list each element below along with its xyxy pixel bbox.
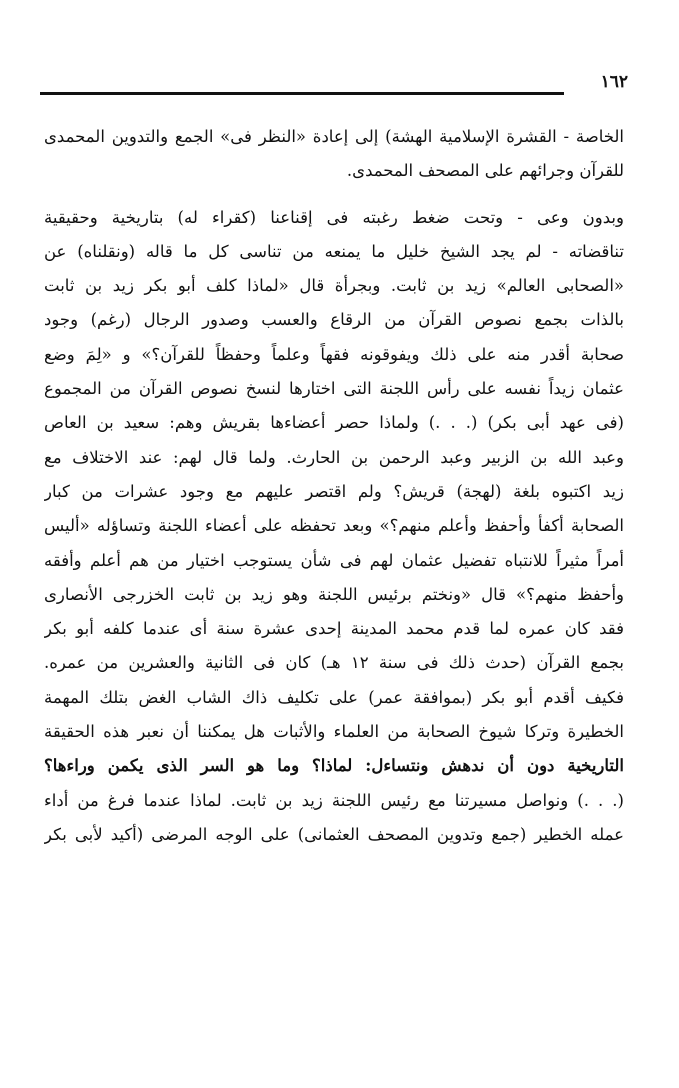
- header-rule: [40, 92, 564, 95]
- text-line: وأحفظ منهم؟» قال «ونختم برئيس اللجنة وهو زيد بن ثابت الخزرجى الأنصارى: [44, 584, 624, 604]
- text-line: فقد كان عمره لما قدم محمد المدينة إحدى عشرة سنة أى عندما كلفه أبو بكر: [44, 619, 624, 639]
- text-line: الخاصة - القشرة الإسلامية الهشة) إلى إعادة «النظر فى» الجمع والتدوين المحمدى: [44, 127, 624, 146]
- text-line: الخطيرة وتركا شيوخ الصحابة من العلماء والأثبات هل يمكننا أن نعبر هذه الحقيقة: [44, 722, 624, 742]
- page-header: [40, 72, 628, 98]
- paragraph-gap: [44, 189, 624, 201]
- text-line: عثمان زيداً نفسه على رأس اللجنة التى اختارها لنسخ نصوص القرآن من المجموع: [44, 379, 624, 399]
- text-line: وعبد الله بن الزبير وعبد الرحمن بن الحارث. ولما قال لهم: عند الاختلاف مع: [44, 447, 624, 467]
- text-line: بجمع القرآن (حدث ذلك فى سنة ١٢ هـ) كان فى الثانية والعشرين من عمره.: [44, 653, 624, 673]
- text-line: (. . .) ونواصل مسيرتنا مع رئيس اللجنة زيد بن ثابت. لماذا عندما فرغ من أداء: [44, 790, 624, 810]
- text-line: بالذات بجمع نصوص القرآن من الرقاع والعسب وصدور الرجال (رغم) وجود: [44, 310, 624, 330]
- text-line: الصحابة أكفأ وأحفظ وأعلم منهم؟» وبعد تحفظه على أعضاء اللجنة وتساؤله «أليس: [44, 516, 624, 536]
- text-line: للقرآن وجرائهم على المصحف المحمدى.: [346, 161, 624, 181]
- text-line: (فى عهد أبى بكر) (. . .) ولماذا حصر أعضاءها بقريش وهم: سعيد بن العاص: [44, 413, 624, 433]
- text-line: «الصحابى العالم» زيد بن ثابت. وبجرأة قال «لماذا كلف أبو بكر زيد بن ثابت: [44, 276, 624, 296]
- text-line: وبدون وعى - وتحت ضغط رغبته فى إقناعنا (كقراء له) بتاريخية وحقيقية: [44, 207, 624, 227]
- text-line: فكيف أقدم أبو بكر (بموافقة عمر) على تكليف ذاك الشاب الغض بتلك المهمة: [44, 687, 624, 707]
- text-line: صحابة أقدر منه على ذلك ويفوقونه فقهاً وعلماً وحفظاً للقرآن؟» و «لِمَ وضع: [44, 344, 624, 364]
- text-line: زيد اكتبوه بلغة (لهجة) قريش؟ ولم اقتصر عليهم مع وجود عشرات من كبار: [44, 481, 624, 501]
- text-line: تناقضاته - لم يجد الشيخ خليل ما يمنعه من تناسى كل ما قاله (ونقلناه) عن: [44, 241, 624, 261]
- text-line: أمراً مثيراً للانتباه تفضيل عثمان لهم فى شأن يستوجب اختيار من هم أعلم وأفقه: [44, 550, 624, 570]
- text-line: عمله الخطير (جمع وتدوين المصحف العثمانى) على الوجه المرضى (أكيد لأبى بكر: [44, 824, 624, 844]
- page-number: ١٦٢: [600, 72, 628, 92]
- text-line-bold: التاريخية دون أن ندهش ونتساءل: لماذا؟ وما هو السر الذى يكمن وراءها؟: [44, 756, 624, 776]
- body-text: [44, 120, 624, 852]
